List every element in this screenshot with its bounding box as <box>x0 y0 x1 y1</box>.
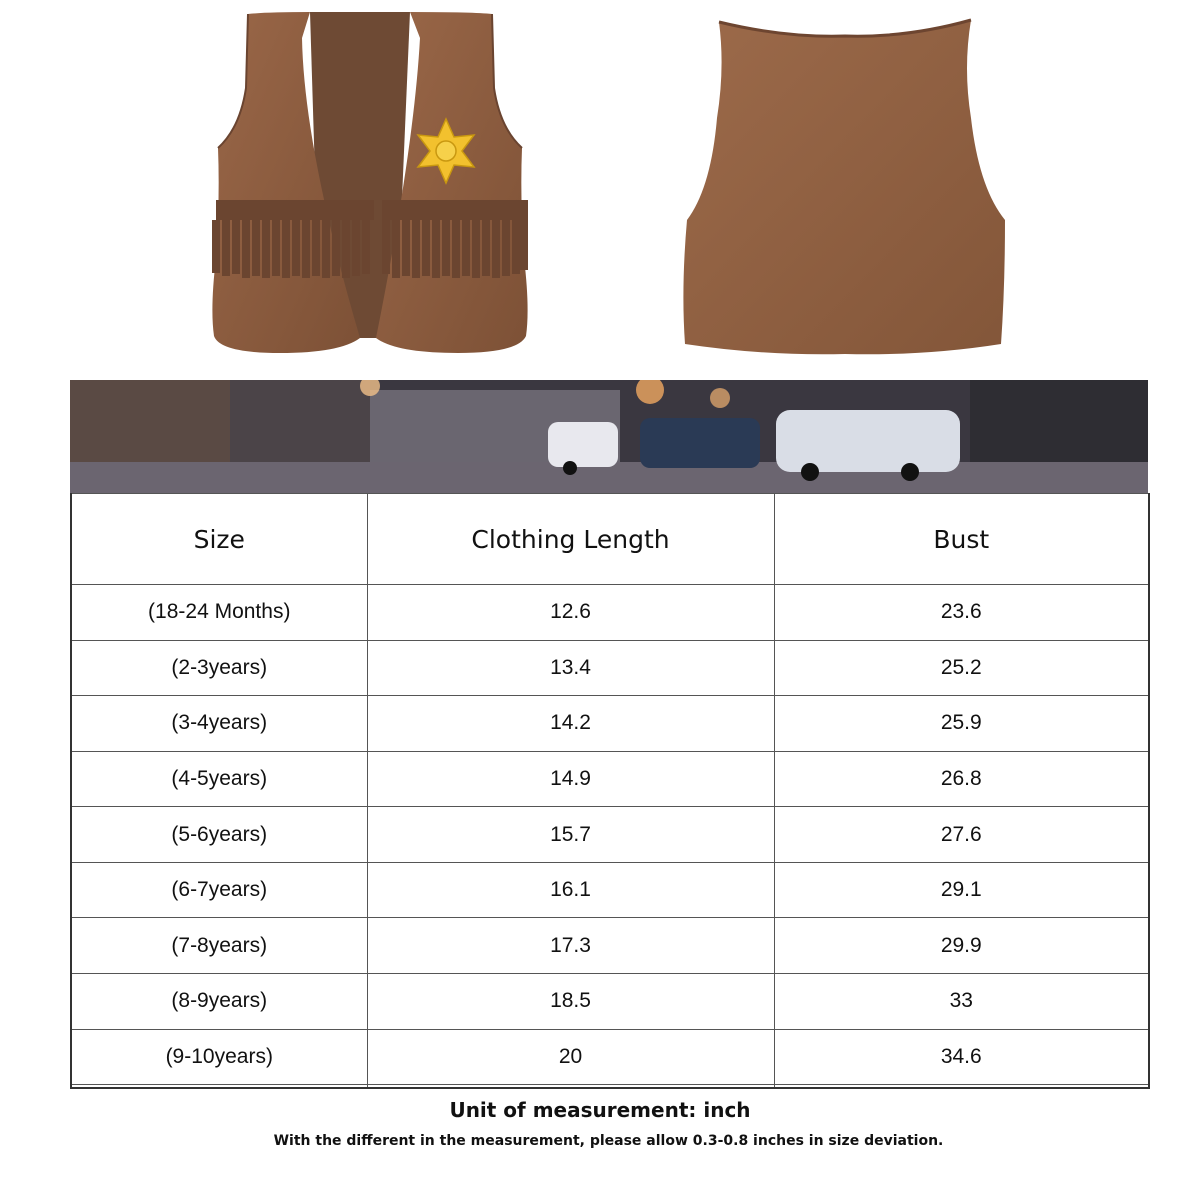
table-row <box>71 640 1149 696</box>
bust-cell: 25.9 <box>774 696 1149 752</box>
size-cell: (9-10years) <box>71 1029 367 1085</box>
size-cell <box>71 1085 367 1088</box>
table-row-empty <box>71 1085 1149 1088</box>
length-cell: 17.3 <box>367 918 774 974</box>
bust-cell: 27.6 <box>774 807 1149 863</box>
size-cell: (2-3years) <box>71 640 367 696</box>
vest-front-image <box>200 8 540 373</box>
table-row <box>71 918 1149 974</box>
size-cell: (3-4years) <box>71 696 367 752</box>
bust-cell: 29.9 <box>774 918 1149 974</box>
size-chart <box>70 493 1148 1089</box>
length-cell: 14.2 <box>367 696 774 752</box>
header-size: Size <box>71 494 367 585</box>
bust-cell <box>774 1085 1149 1088</box>
size-cell: (5-6years) <box>71 807 367 863</box>
fringe-right <box>382 200 528 278</box>
length-cell: 12.6 <box>367 585 774 641</box>
bust-cell: 23.6 <box>774 585 1149 641</box>
table-row <box>71 862 1149 918</box>
size-cell: (18-24 Months) <box>71 585 367 641</box>
vest-back-image <box>675 8 1015 373</box>
size-cell: (4-5years) <box>71 751 367 807</box>
header-clothing-length: Clothing Length <box>367 494 774 585</box>
length-cell: 20 <box>367 1029 774 1085</box>
length-cell: 15.7 <box>367 807 774 863</box>
size-cell: (6-7years) <box>71 862 367 918</box>
bust-cell: 25.2 <box>774 640 1149 696</box>
size-cell: (7-8years) <box>71 918 367 974</box>
length-cell: 14.9 <box>367 751 774 807</box>
table-row <box>71 973 1149 1029</box>
size-deviation-note: With the different in the measurement, please allow 0.3-0.8 inches in size deviation. <box>273 1133 944 1149</box>
bust-cell: 29.1 <box>774 862 1149 918</box>
street-scene-banner <box>70 380 1148 493</box>
table-header-row <box>71 494 1149 585</box>
bust-cell: 34.6 <box>774 1029 1149 1085</box>
length-cell <box>367 1085 774 1088</box>
header-bust: Bust <box>774 494 1149 585</box>
unit-of-measurement: Unit of measurement: inch <box>449 1098 751 1122</box>
size-table <box>70 493 1150 1089</box>
length-cell: 18.5 <box>367 973 774 1029</box>
table-row <box>71 696 1149 752</box>
bust-cell: 26.8 <box>774 751 1149 807</box>
length-cell: 13.4 <box>367 640 774 696</box>
table-row <box>71 751 1149 807</box>
table-row <box>71 1029 1149 1085</box>
table-row <box>71 807 1149 863</box>
bust-cell: 33 <box>774 973 1149 1029</box>
length-cell: 16.1 <box>367 862 774 918</box>
size-cell: (8-9years) <box>71 973 367 1029</box>
table-row <box>71 585 1149 641</box>
